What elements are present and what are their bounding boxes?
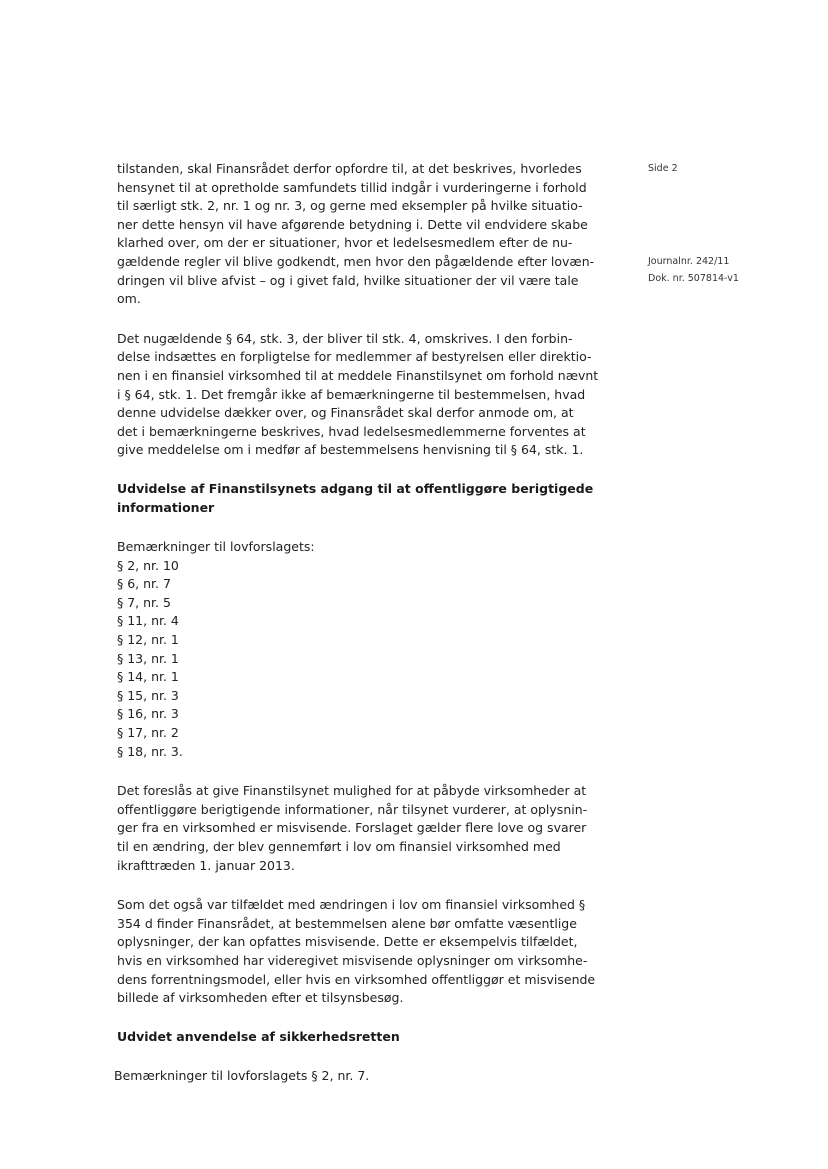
- text-line: denne udvidelse dækker over, og Finansrådet skal derfor anmode om, at: [117, 405, 574, 421]
- list-item: § 16, nr. 3: [117, 706, 179, 722]
- paragraph-ledelse-vurdering: [117, 160, 607, 309]
- text-line: dens forrentningsmodel, eller hvis en virksomhed offentliggør et misvisende: [117, 971, 596, 987]
- document-body: [114, 160, 607, 1086]
- list-intro: Bemærkninger til lovforslagets:: [117, 539, 315, 555]
- list-item: § 13, nr. 1: [117, 650, 179, 666]
- sidebar-page-label-block: [648, 160, 798, 177]
- text-line: give meddelelse om i medfør af bestemmelsens henvisning til § 64, stk. 1.: [117, 442, 584, 458]
- text-line: klarhed over, om der er situationer, hvor et ledelsesmedlem efter de nu-: [117, 235, 573, 251]
- text-line: i § 64, stk. 1. Det fremgår ikke af bemærkningerne til bestemmelsen, hvad: [117, 386, 586, 402]
- document-number: Dok. nr. 507814-v1: [648, 273, 739, 284]
- paragraph-list: [117, 557, 607, 762]
- list-item: § 6, nr. 7: [117, 576, 171, 592]
- text-line: om.: [117, 291, 141, 307]
- text-line: ikrafttræden 1. januar 2013.: [117, 857, 295, 873]
- list-item: § 14, nr. 1: [117, 669, 179, 685]
- section-heading-offentliggoerelse: [117, 480, 607, 517]
- text-line: Som det også var tilfældet med ændringen i lov om finansiel virksomhed §: [117, 897, 586, 913]
- list-item: § 17, nr. 2: [117, 725, 179, 741]
- paragraph-berigtigende-informationer: [117, 782, 607, 875]
- heading-line: Udvidelse af Finanstilsynets adgang til at offentliggøre berigtigede: [117, 480, 594, 496]
- journal-number: Journalnr. 242/11: [648, 256, 730, 267]
- text-line: offentliggøre berigtigende informationer, når tilsynet vurderer, at oplysnin-: [117, 801, 588, 817]
- list-item: § 7, nr. 5: [117, 594, 171, 610]
- list-item: § 18, nr. 3.: [117, 743, 183, 759]
- text-line: billede af virksomheden efter et tilsynsbesøg.: [117, 990, 404, 1006]
- text-line: oplysninger, der kan opfattes misvisende. Dette er eksempelvis tilfældet,: [117, 934, 578, 950]
- paragraph-paragraf-64: [117, 330, 607, 460]
- text-line: ner dette hensyn vil have afgørende betydning i. Dette vil endvidere skabe: [117, 216, 588, 232]
- text-line: gældende regler vil blive godkendt, men hvor den pågældende efter lovæn-: [117, 253, 595, 269]
- list-item: § 11, nr. 4: [117, 613, 179, 629]
- text-line: nen i en finansiel virksomhed til at meddele Finanstilsynet om forhold nævnt: [117, 367, 599, 383]
- list-item: § 15, nr. 3: [117, 687, 179, 703]
- text-line: tilstanden, skal Finansrådet derfor opfordre til, at det beskrives, hvorledes: [117, 161, 582, 176]
- heading-line: informationer: [117, 499, 215, 515]
- text-line: dringen vil blive afvist – og i givet fald, hvilke situationer der vil være tale: [117, 272, 579, 288]
- paragraph-vaesentlige-oplysninger: [117, 896, 607, 1008]
- text-line: hvis en virksomhed har videregivet misvisende oplysninger om virksomhe-: [117, 952, 588, 968]
- paragraph-sikkerhedsret-bemaerkninger: Bemærkninger til lovforslagets § 2, nr. 7.: [114, 1068, 370, 1084]
- sidebar-reference-block: [648, 253, 798, 287]
- text-line: hensynet til at opretholde samfundets tillid indgår i vurderingerne i forhold: [117, 179, 587, 195]
- section-heading-sikkerhedsretten: Udvidet anvendelse af sikkerhedsretten: [117, 1028, 400, 1044]
- text-line: det i bemærkningerne beskrives, hvad ledelsesmedlemmerne forventes at: [117, 423, 586, 439]
- text-line: Det nugældende § 64, stk. 3, der bliver til stk. 4, omskrives. I den forbin-: [117, 330, 573, 346]
- text-line: Det foreslås at give Finanstilsynet mulighed for at påbyde virksomheder at: [117, 783, 587, 799]
- text-line: ger fra en virksomhed er misvisende. Forslaget gælder flere love og svarer: [117, 820, 587, 836]
- list-item: § 12, nr. 1: [117, 632, 179, 648]
- page-number: Side 2: [648, 163, 678, 174]
- text-line: til en ændring, der blev gennemført i lov om finansiel virksomhed med: [117, 839, 561, 854]
- text-line: 354 d finder Finansrådet, at bestemmelsen alene bør omfatte væsentlige: [117, 915, 577, 931]
- text-line: delse indsættes en forpligtelse for medlemmer af bestyrelsen eller direktio-: [117, 349, 592, 365]
- list-item: § 2, nr. 10: [117, 557, 179, 573]
- text-line: til særligt stk. 2, nr. 1 og nr. 3, og gerne med eksempler på hvilke situatio-: [117, 198, 583, 214]
